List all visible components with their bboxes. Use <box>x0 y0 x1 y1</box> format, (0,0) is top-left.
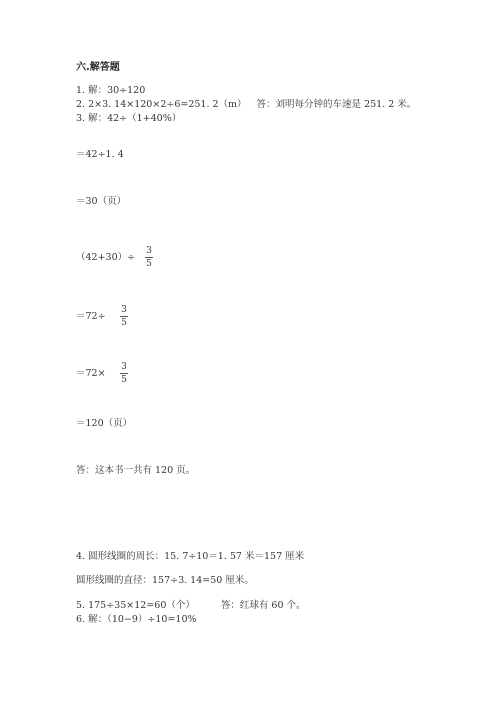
fraction-denominator: 5 <box>121 318 127 328</box>
question-6: 6. 解：（10−9）÷10=10% <box>76 614 197 625</box>
fraction-bar <box>120 316 128 317</box>
question-3-step-2: ＝30（页） <box>76 196 127 207</box>
fraction-numerator: 3 <box>121 362 127 372</box>
question-3-step-4: ＝72÷ <box>76 311 106 322</box>
fraction-three-fifths <box>120 305 128 328</box>
fraction-bar <box>145 257 153 258</box>
question-5-answer: 答：红球有 60 个。 <box>220 600 306 611</box>
fraction-bar <box>120 373 128 374</box>
question-3-step-6: ＝120（页） <box>76 418 133 429</box>
fraction-numerator: 3 <box>146 246 152 256</box>
question-4-line-1: 4. 圆形线圈的周长：15. 7÷10＝1. 57 米＝157 厘米 <box>76 551 305 562</box>
question-2-answer: 答：刘明每分钟的车速是 251. 2 米。 <box>256 99 417 110</box>
question-3-intro: 3. 解：42÷（1+40%） <box>76 113 182 124</box>
fraction-three-fifths <box>120 362 128 385</box>
question-1: 1. 解：30÷120 <box>76 85 146 96</box>
question-2 <box>76 99 416 111</box>
question-2-calculation: 2. 2×3. 14×120×2÷6=251. 2（m） <box>76 99 247 110</box>
question-3-step-1: ＝42÷1. 4 <box>76 149 124 160</box>
question-5 <box>76 600 306 612</box>
fraction-denominator: 5 <box>146 259 152 269</box>
section-title: 六.解答题 <box>76 62 120 73</box>
fraction-three-fifths <box>145 246 153 269</box>
fraction-denominator: 5 <box>121 375 127 385</box>
fraction-numerator: 3 <box>121 305 127 315</box>
question-3-step-5: ＝72× <box>76 368 106 379</box>
question-5-calculation: 5. 175÷35×12=60（个） <box>76 600 195 611</box>
question-3-step-3: （42+30）÷ <box>76 252 136 263</box>
question-4-line-2: 圆形线圈的直径：157÷3. 14=50 厘米。 <box>76 575 254 586</box>
question-3-answer: 答：这本书一共有 120 页。 <box>76 465 196 476</box>
